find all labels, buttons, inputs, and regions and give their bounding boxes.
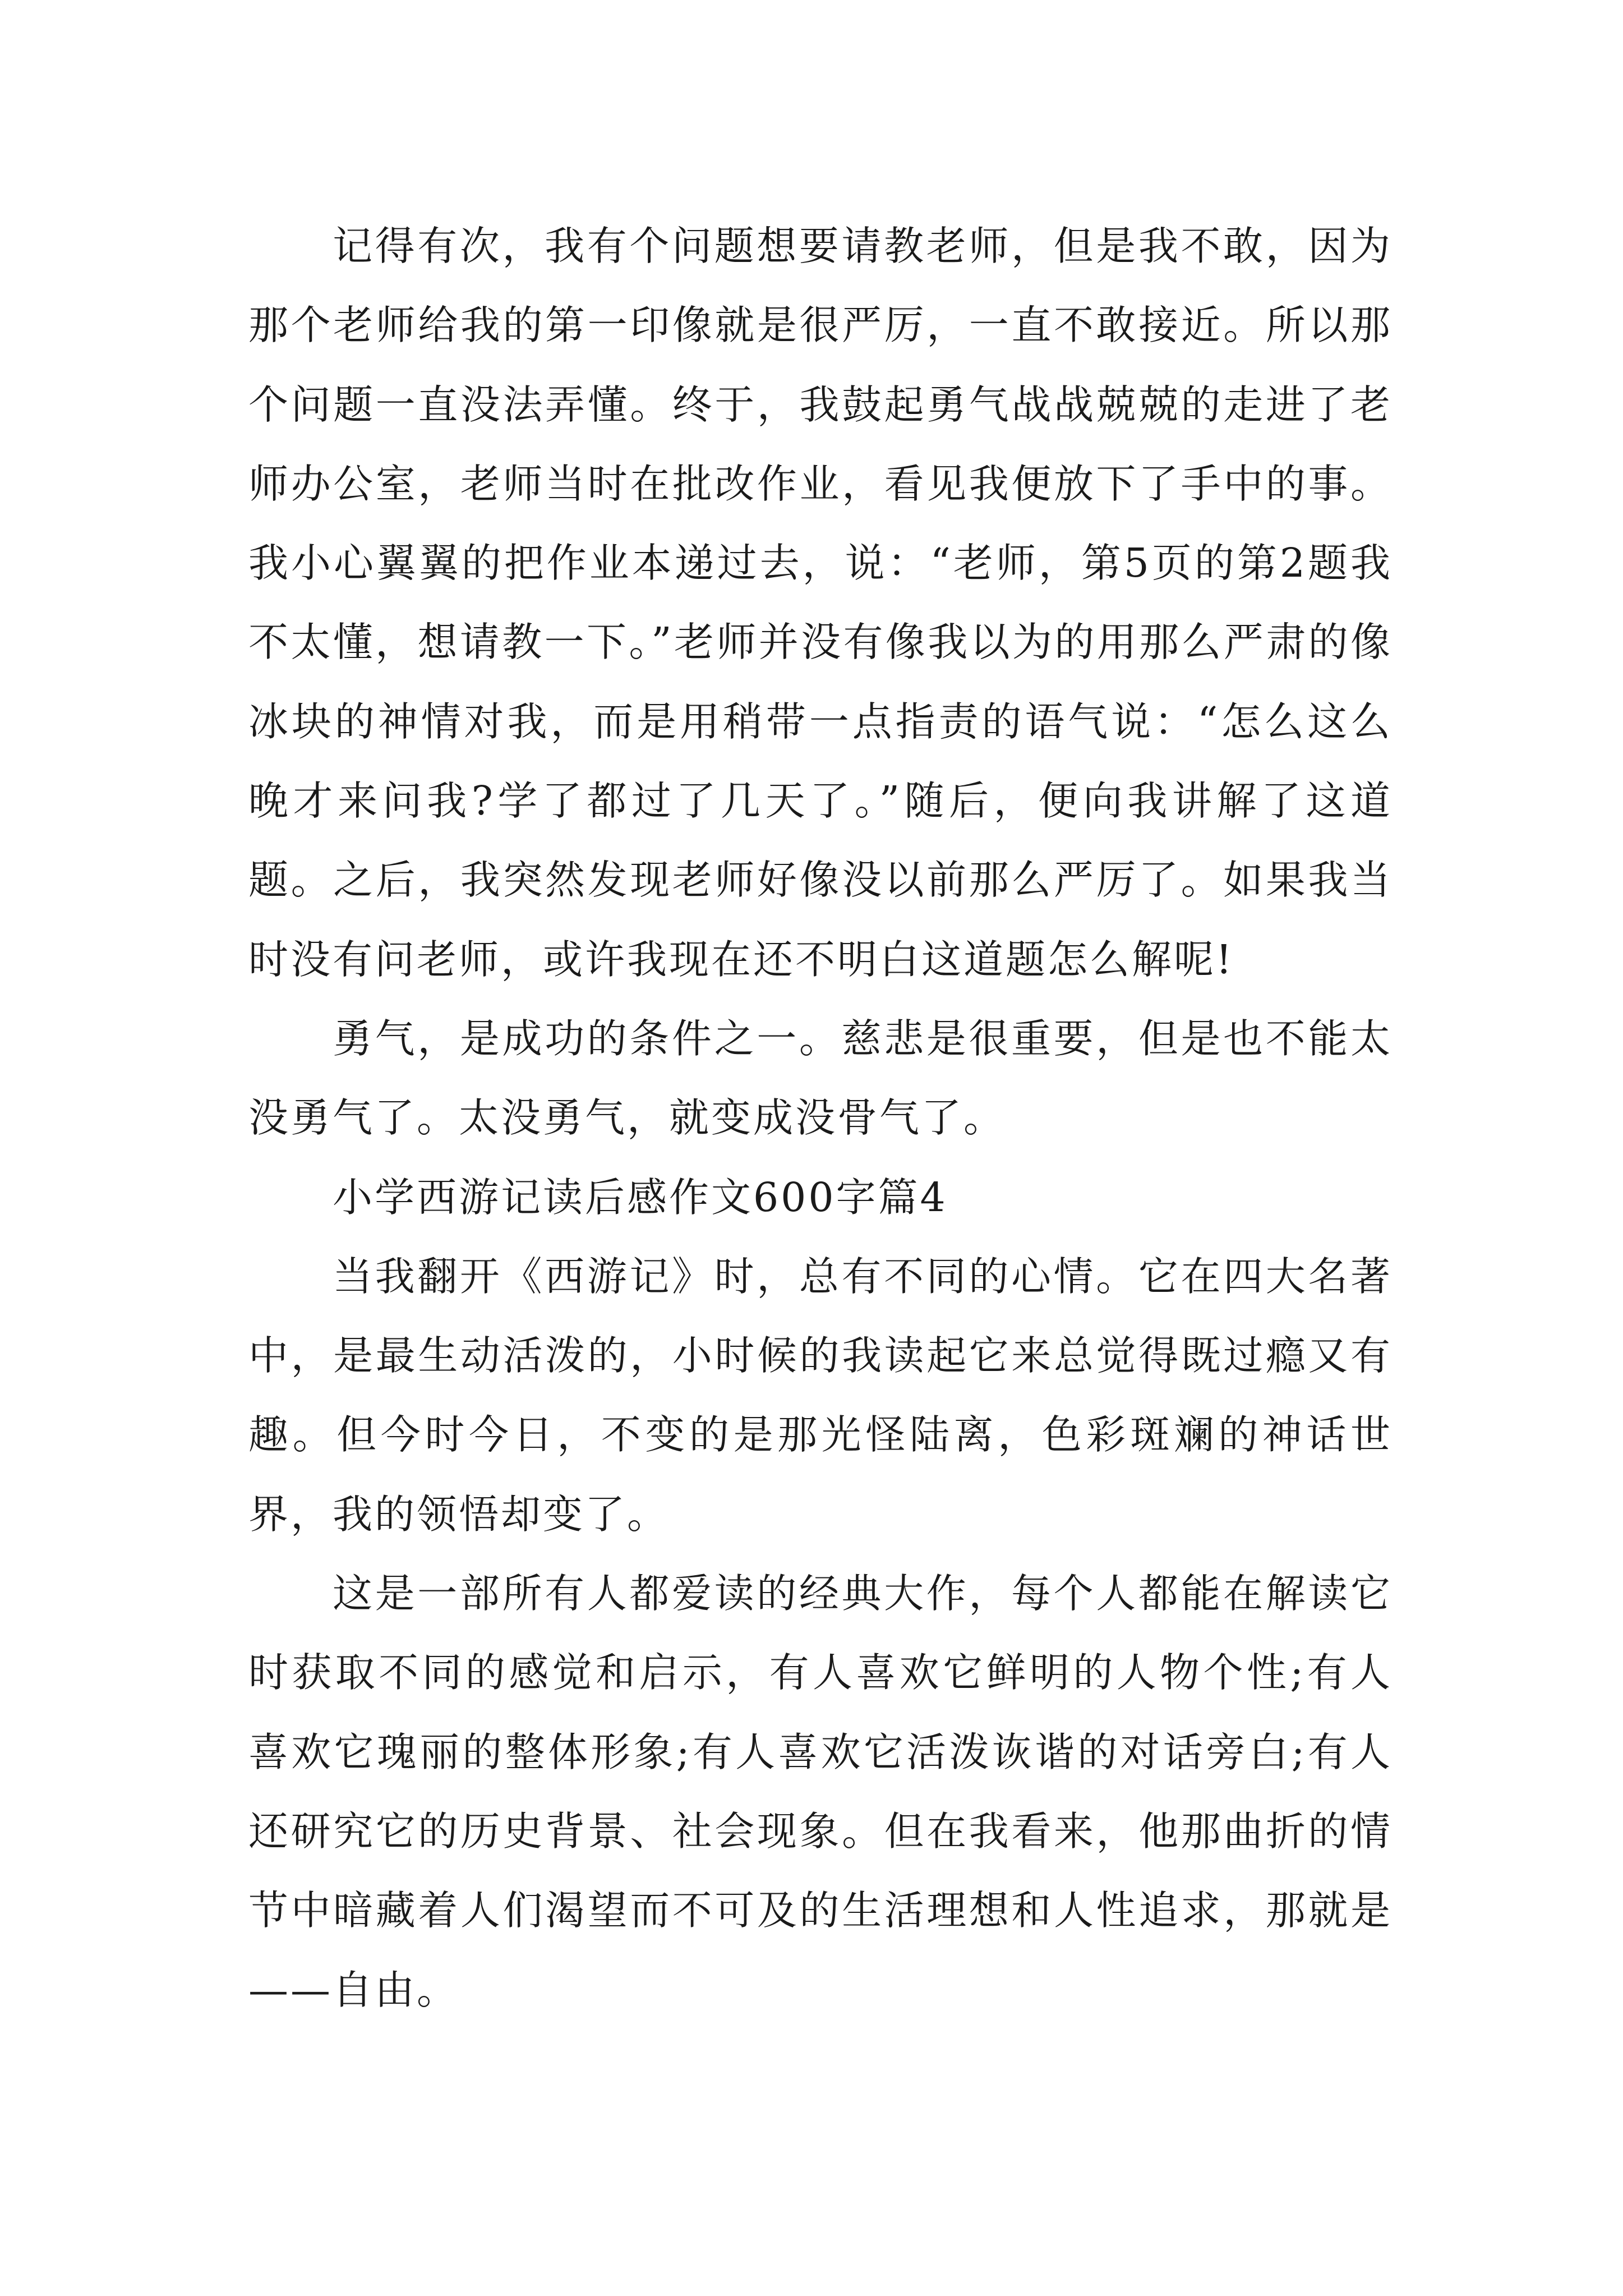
paragraph-journey-freedom: 这是一部所有人都爱读的经典大作，每个人都能在解读它时获取不同的感觉和启示，有人喜欢它鲜明的人物个性;有人喜欢它瑰丽的整体形象;有人喜欢它活泼诙谐的对话旁白;有人还研究它的历史背景、社会现象。但在我看来，他那曲折的情节中暗藏着人们渴望而不可及的生活理想和人性追求，那就是——自由。 [248,1570,1393,2013]
paragraph-courage: 勇气，是成功的条件之一。慈悲是很重要，但是也不能太没勇气了。太没勇气，就变成没骨气了。 [248,1015,1393,1142]
paragraph-teacher-story: 记得有次，我有个问题想要请教老师，但是我不敢，因为那个老师给我的第一印像就是很严厉，一直不敢接近。所以那个问题一直没法弄懂。终于，我鼓起勇气战战兢兢的走进了老师办公室，老师当时在批改作业，看见我便放下了手中的事。我小心翼翼的把作业本递过去，说：“老师，第5页的第2题我不太懂，想请教一下。”老师并没有像我以为的用那么严肃的像冰块的神情对我，而是用稍带一点指责的语气说：“怎么这么晚才来问我?学了都过了几天了。”随后，便向我讲解了这道题。之后，我突然发现老师好像没以前那么严厉了。如果我当时没有问老师，或许我现在还不明白这道题怎么解呢! [248,223,1393,983]
paragraph-journey-intro: 当我翻开《西游记》时，总有不同的心情。它在四大名著中，是最生动活泼的，小时候的我读起它来总觉得既过瘾又有趣。但今时今日，不变的是那光怪陆离，色彩斑斓的神话世界，我的领悟却变了。 [248,1253,1393,1538]
document-body [248,206,1393,2030]
section-heading: 小学西游记读后感作文600字篇4 [333,1174,948,1221]
